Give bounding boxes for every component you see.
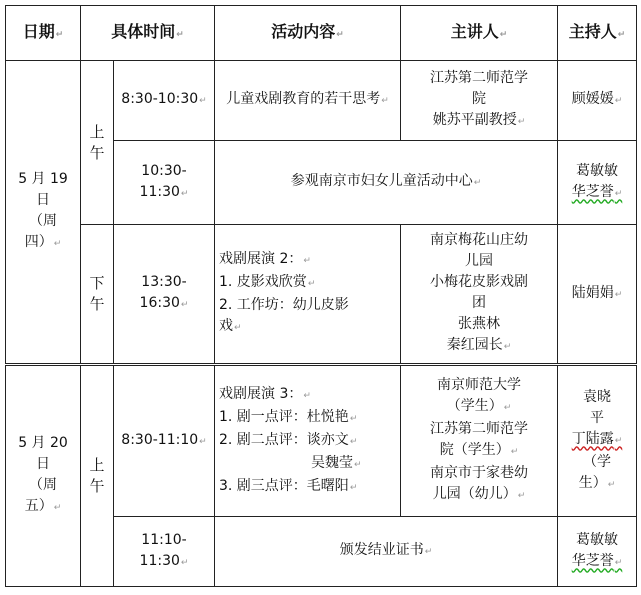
time-cell: 8:30-11:10↵ — [114, 365, 215, 517]
host-cell: 葛敏敏 华芝誉↵ — [558, 141, 637, 225]
host-cell: 陆娟娟↵ — [558, 225, 637, 365]
time-cell: 10:30-11:30↵ — [114, 141, 215, 225]
day1-date-cell: 5 月 19 日 （周 四）↵ — [6, 61, 81, 365]
header-speaker: 主讲人↵ — [401, 6, 558, 61]
header-row — [6, 6, 637, 61]
day1-pm-cell: 下午 — [81, 225, 114, 365]
table-row — [6, 225, 637, 365]
host-cell: 袁晓 平 丁陆露↵ （学 生）↵ — [558, 365, 637, 517]
content-cell: 戏剧展演 3：↵ 1. 剧一点评：杜悦艳↵ 2. 剧二点评：谈亦文↵ 吴魏莹↵ 3. 剧三点评：毛曙阳↵ — [215, 365, 401, 517]
content-cell: 颁发结业证书↵ — [215, 517, 558, 587]
table-row — [6, 365, 637, 517]
host-cell: 顾媛媛↵ — [558, 61, 637, 141]
day2-date-cell: 5 月 20 日 （周 五）↵ — [6, 365, 81, 587]
header-host: 主持人↵ — [558, 6, 637, 61]
day1-am-cell: 上午 — [81, 61, 114, 225]
content-cell: 参观南京市妇女儿童活动中心↵ — [215, 141, 558, 225]
header-date: 日期↵ — [6, 6, 81, 61]
time-cell: 8:30-10:30↵ — [114, 61, 215, 141]
time-cell: 11:10-11:30↵ — [114, 517, 215, 587]
content-cell: 戏剧展演 2：↵ 1. 皮影戏欣赏↵ 2. 工作坊：幼儿皮影 戏↵ — [215, 225, 401, 365]
table-row — [6, 61, 637, 141]
day2-am-cell: 上午 — [81, 365, 114, 587]
time-cell: 13:30-16:30↵ — [114, 225, 215, 365]
speaker-cell: 南京师范大学 （学生）↵ 江苏第二师范学 院（学生）↵ 南京市于家巷幼 儿园（幼儿）↵ — [401, 365, 558, 517]
schedule-table — [5, 5, 637, 587]
host-cell: 葛敏敏 华芝誉↵ — [558, 517, 637, 587]
speaker-cell: 南京梅花山庄幼 儿园 小梅花皮影戏剧 团 张燕林 秦红园长↵ — [401, 225, 558, 365]
content-cell: 儿童戏剧教育的若干思考↵ — [215, 61, 401, 141]
speaker-cell: 江苏第二师范学 院 姚苏平副教授↵ — [401, 61, 558, 141]
header-content: 活动内容↵ — [215, 6, 401, 61]
header-time: 具体时间↵ — [81, 6, 215, 61]
